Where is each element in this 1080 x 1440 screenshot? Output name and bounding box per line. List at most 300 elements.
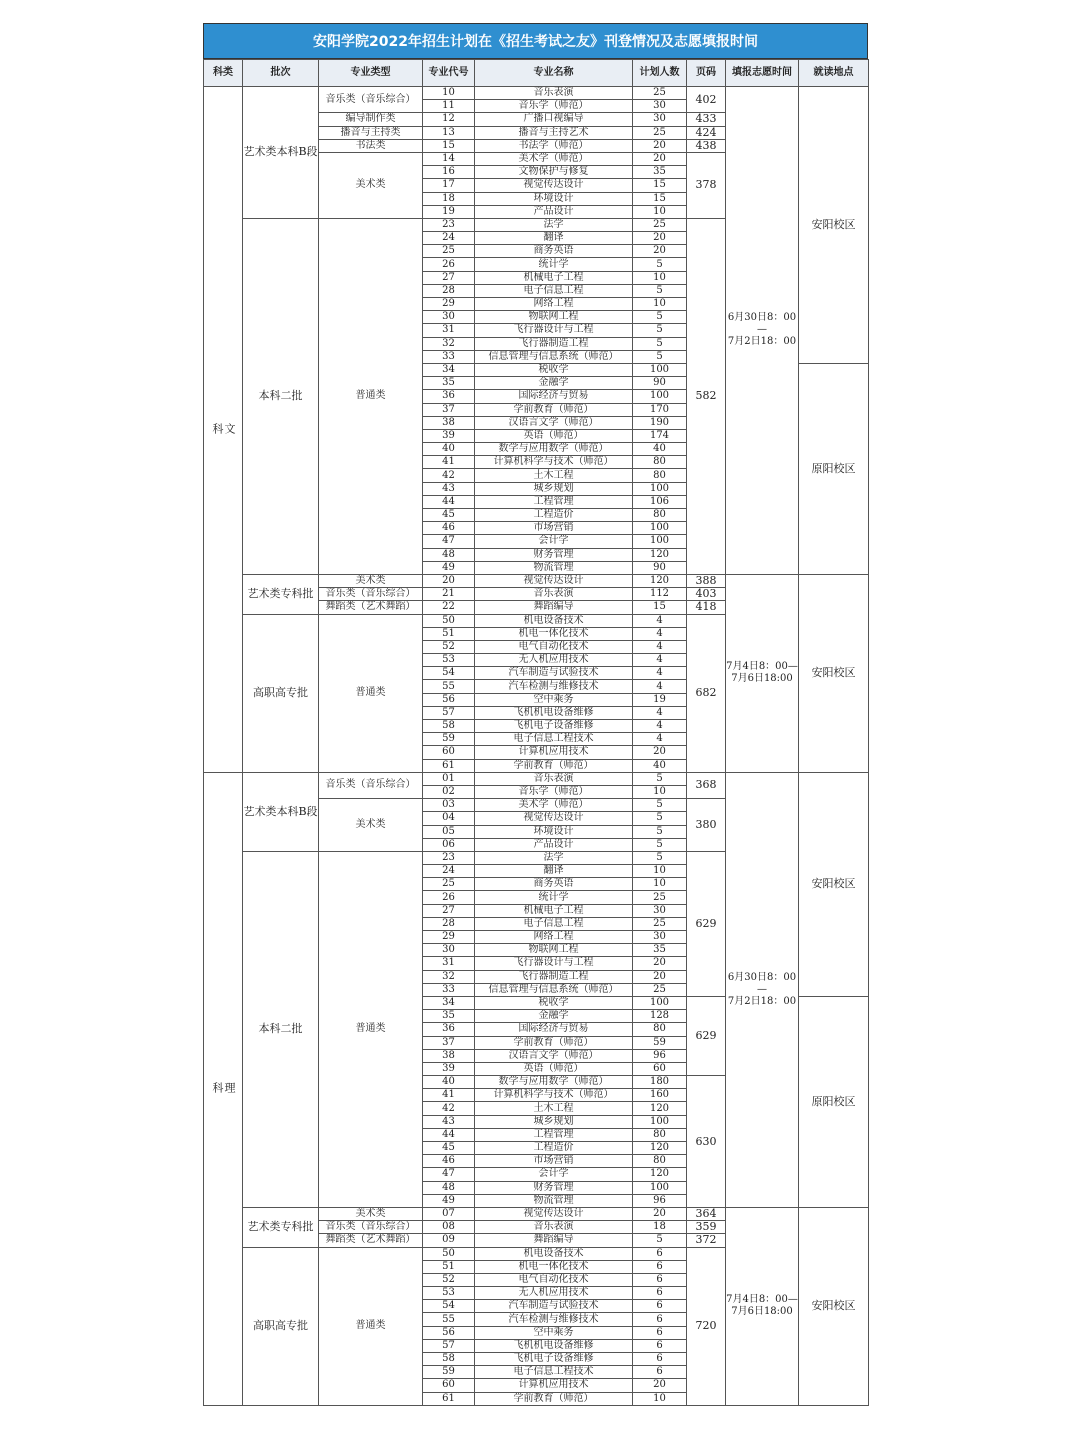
major-code-cell: 61 xyxy=(423,1392,475,1405)
campus-cell: 原阳校区 xyxy=(799,996,869,1207)
plan-count-cell: 25 xyxy=(633,917,687,930)
plan-count-cell: 59 xyxy=(633,1036,687,1049)
major-code-cell: 56 xyxy=(423,1326,475,1339)
page-number-cell: 629 xyxy=(687,851,726,996)
major-name-cell: 舞蹈编导 xyxy=(475,1234,633,1247)
major-code-cell: 41 xyxy=(423,456,475,469)
page-number-cell: 388 xyxy=(687,574,726,587)
application-time-cell: 7月4日8：00— 7月6日18:00 xyxy=(726,574,799,772)
page-number-cell: 582 xyxy=(687,218,726,574)
major-name-cell: 物流管理 xyxy=(475,1194,633,1207)
plan-count-cell: 180 xyxy=(633,1076,687,1089)
batch-cell: 本科二批 xyxy=(243,218,319,574)
major-name-cell: 视觉传达设计 xyxy=(475,179,633,192)
plan-count-cell: 5 xyxy=(633,772,687,785)
plan-count-cell: 20 xyxy=(633,746,687,759)
major-code-cell: 20 xyxy=(423,574,475,587)
plan-count-cell: 10 xyxy=(633,878,687,891)
major-type-cell: 普通类 xyxy=(319,851,423,1207)
plan-count-cell: 19 xyxy=(633,693,687,706)
plan-count-cell: 20 xyxy=(633,1379,687,1392)
major-type-cell: 美术类 xyxy=(319,799,423,852)
major-code-cell: 60 xyxy=(423,746,475,759)
major-code-cell: 43 xyxy=(423,482,475,495)
major-name-cell: 信息管理与信息系统（师范） xyxy=(475,350,633,363)
major-code-cell: 52 xyxy=(423,1273,475,1286)
major-type-cell: 美术类 xyxy=(319,152,423,218)
major-code-cell: 53 xyxy=(423,1287,475,1300)
major-name-cell: 音乐表演 xyxy=(475,87,633,100)
plan-count-cell: 170 xyxy=(633,403,687,416)
table-row xyxy=(204,87,869,100)
plan-count-cell: 4 xyxy=(633,654,687,667)
major-name-cell: 财务管理 xyxy=(475,1181,633,1194)
page-number-cell: 364 xyxy=(687,1207,726,1220)
major-name-cell: 飞行器制造工程 xyxy=(475,337,633,350)
major-name-cell: 电子信息工程 xyxy=(475,284,633,297)
major-code-cell: 57 xyxy=(423,706,475,719)
major-code-cell: 56 xyxy=(423,693,475,706)
major-code-cell: 01 xyxy=(423,772,475,785)
major-code-cell: 29 xyxy=(423,298,475,311)
plan-count-cell: 15 xyxy=(633,179,687,192)
major-code-cell: 27 xyxy=(423,271,475,284)
major-name-cell: 计算机科学与技术（师范） xyxy=(475,1089,633,1102)
major-code-cell: 16 xyxy=(423,166,475,179)
plan-count-cell: 112 xyxy=(633,588,687,601)
major-name-cell: 国际经济与贸易 xyxy=(475,390,633,403)
plan-count-cell: 190 xyxy=(633,416,687,429)
major-code-cell: 58 xyxy=(423,720,475,733)
plan-count-cell: 6 xyxy=(633,1326,687,1339)
plan-count-cell: 120 xyxy=(633,1102,687,1115)
plan-count-cell: 40 xyxy=(633,759,687,772)
plan-count-cell: 100 xyxy=(633,996,687,1009)
major-code-cell: 18 xyxy=(423,192,475,205)
major-name-cell: 视觉传达设计 xyxy=(475,574,633,587)
major-name-cell: 文物保护与修复 xyxy=(475,166,633,179)
major-name-cell: 会计学 xyxy=(475,1168,633,1181)
plan-count-cell: 90 xyxy=(633,561,687,574)
major-code-cell: 32 xyxy=(423,337,475,350)
major-code-cell: 45 xyxy=(423,509,475,522)
plan-count-cell: 80 xyxy=(633,469,687,482)
major-code-cell: 04 xyxy=(423,812,475,825)
major-code-cell: 33 xyxy=(423,350,475,363)
major-name-cell: 美术学（师范） xyxy=(475,152,633,165)
major-name-cell: 翻译 xyxy=(475,232,633,245)
plan-count-cell: 25 xyxy=(633,983,687,996)
major-code-cell: 39 xyxy=(423,429,475,442)
page-number-cell: 402 xyxy=(687,87,726,113)
major-name-cell: 金融学 xyxy=(475,1010,633,1023)
header-plan-count: 计划人数 xyxy=(633,60,687,87)
major-code-cell: 43 xyxy=(423,1115,475,1128)
major-code-cell: 25 xyxy=(423,878,475,891)
major-code-cell: 17 xyxy=(423,179,475,192)
enrollment-table xyxy=(203,59,869,1406)
major-code-cell: 28 xyxy=(423,917,475,930)
major-code-cell: 33 xyxy=(423,983,475,996)
major-name-cell: 翻译 xyxy=(475,865,633,878)
major-name-cell: 飞机机电设备维修 xyxy=(475,1339,633,1352)
major-name-cell: 学前教育（师范） xyxy=(475,1036,633,1049)
major-type-cell: 普通类 xyxy=(319,1247,423,1405)
plan-count-cell: 100 xyxy=(633,1181,687,1194)
header-application-time: 填报志愿时间 xyxy=(726,60,799,87)
major-name-cell: 舞蹈编导 xyxy=(475,601,633,614)
plan-count-cell: 4 xyxy=(633,733,687,746)
plan-count-cell: 128 xyxy=(633,1010,687,1023)
major-name-cell: 飞机电子设备维修 xyxy=(475,1353,633,1366)
major-code-cell: 21 xyxy=(423,588,475,601)
major-name-cell: 汽车检测与维修技术 xyxy=(475,680,633,693)
major-name-cell: 汽车制造与试验技术 xyxy=(475,667,633,680)
plan-count-cell: 30 xyxy=(633,931,687,944)
table-row xyxy=(204,772,869,785)
major-name-cell: 无人机应用技术 xyxy=(475,654,633,667)
major-code-cell: 45 xyxy=(423,1142,475,1155)
major-name-cell: 视觉传达设计 xyxy=(475,1207,633,1220)
major-type-cell: 音乐类（音乐综合） xyxy=(319,588,423,601)
major-name-cell: 工程造价 xyxy=(475,1142,633,1155)
plan-count-cell: 6 xyxy=(633,1300,687,1313)
major-code-cell: 61 xyxy=(423,759,475,772)
table-row xyxy=(204,1207,869,1220)
major-name-cell: 土木工程 xyxy=(475,469,633,482)
major-code-cell: 41 xyxy=(423,1089,475,1102)
major-code-cell: 48 xyxy=(423,548,475,561)
plan-count-cell: 80 xyxy=(633,1155,687,1168)
plan-count-cell: 106 xyxy=(633,495,687,508)
major-name-cell: 飞机机电设备维修 xyxy=(475,706,633,719)
major-name-cell: 飞行器设计与工程 xyxy=(475,957,633,970)
plan-count-cell: 96 xyxy=(633,1049,687,1062)
plan-count-cell: 10 xyxy=(633,1392,687,1405)
major-name-cell: 无人机应用技术 xyxy=(475,1287,633,1300)
major-code-cell: 23 xyxy=(423,851,475,864)
major-code-cell: 54 xyxy=(423,667,475,680)
major-name-cell: 网络工程 xyxy=(475,298,633,311)
major-code-cell: 12 xyxy=(423,113,475,126)
plan-count-cell: 20 xyxy=(633,1207,687,1220)
plan-count-cell: 10 xyxy=(633,865,687,878)
major-type-cell: 普通类 xyxy=(319,218,423,574)
plan-count-cell: 4 xyxy=(633,614,687,627)
major-name-cell: 财务管理 xyxy=(475,548,633,561)
major-name-cell: 会计学 xyxy=(475,535,633,548)
major-name-cell: 音乐学（师范） xyxy=(475,785,633,798)
plan-count-cell: 96 xyxy=(633,1194,687,1207)
major-code-cell: 44 xyxy=(423,1128,475,1141)
major-name-cell: 学前教育（师范） xyxy=(475,759,633,772)
plan-count-cell: 5 xyxy=(633,851,687,864)
plan-count-cell: 90 xyxy=(633,377,687,390)
application-time-cell: 6月30日8：00— 7月2日18：00 xyxy=(726,87,799,575)
major-code-cell: 32 xyxy=(423,970,475,983)
major-code-cell: 26 xyxy=(423,891,475,904)
major-name-cell: 广播口视编导 xyxy=(475,113,633,126)
major-name-cell: 法学 xyxy=(475,218,633,231)
table-row xyxy=(204,574,869,587)
plan-count-cell: 100 xyxy=(633,482,687,495)
major-code-cell: 23 xyxy=(423,218,475,231)
major-code-cell: 26 xyxy=(423,258,475,271)
plan-count-cell: 6 xyxy=(633,1366,687,1379)
plan-count-cell: 30 xyxy=(633,100,687,113)
major-name-cell: 市场营销 xyxy=(475,522,633,535)
application-time-cell: 6月30日8：00— 7月2日18：00 xyxy=(726,772,799,1207)
major-name-cell: 飞行器制造工程 xyxy=(475,970,633,983)
plan-count-cell: 35 xyxy=(633,944,687,957)
page-number-cell: 433 xyxy=(687,113,726,126)
major-code-cell: 24 xyxy=(423,232,475,245)
major-name-cell: 机械电子工程 xyxy=(475,271,633,284)
major-code-cell: 05 xyxy=(423,825,475,838)
major-type-cell: 播音与主持类 xyxy=(319,126,423,139)
major-code-cell: 06 xyxy=(423,838,475,851)
subject-cell: 文 科 xyxy=(204,87,243,773)
major-code-cell: 37 xyxy=(423,403,475,416)
plan-count-cell: 4 xyxy=(633,680,687,693)
major-code-cell: 50 xyxy=(423,614,475,627)
plan-count-cell: 20 xyxy=(633,139,687,152)
major-code-cell: 27 xyxy=(423,904,475,917)
major-name-cell: 电子信息工程 xyxy=(475,917,633,930)
major-name-cell: 音乐表演 xyxy=(475,588,633,601)
major-name-cell: 物流管理 xyxy=(475,561,633,574)
plan-count-cell: 10 xyxy=(633,785,687,798)
major-name-cell: 机械电子工程 xyxy=(475,904,633,917)
major-code-cell: 08 xyxy=(423,1221,475,1234)
major-name-cell: 美术学（师范） xyxy=(475,799,633,812)
major-code-cell: 59 xyxy=(423,1366,475,1379)
campus-cell: 安阳校区 xyxy=(799,87,869,364)
plan-count-cell: 30 xyxy=(633,113,687,126)
plan-count-cell: 5 xyxy=(633,825,687,838)
major-code-cell: 09 xyxy=(423,1234,475,1247)
major-type-cell: 书法类 xyxy=(319,139,423,152)
campus-cell: 安阳校区 xyxy=(799,574,869,772)
major-name-cell: 国际经济与贸易 xyxy=(475,1023,633,1036)
major-code-cell: 02 xyxy=(423,785,475,798)
plan-count-cell: 6 xyxy=(633,1273,687,1286)
major-name-cell: 音乐表演 xyxy=(475,772,633,785)
major-code-cell: 31 xyxy=(423,324,475,337)
major-code-cell: 50 xyxy=(423,1247,475,1260)
major-code-cell: 22 xyxy=(423,601,475,614)
major-code-cell: 54 xyxy=(423,1300,475,1313)
major-code-cell: 47 xyxy=(423,535,475,548)
major-name-cell: 汽车制造与试验技术 xyxy=(475,1300,633,1313)
subject-cell: 理 科 xyxy=(204,772,243,1405)
application-time-cell: 7月4日8：00— 7月6日18:00 xyxy=(726,1207,799,1405)
major-code-cell: 30 xyxy=(423,944,475,957)
major-name-cell: 书法学（师范） xyxy=(475,139,633,152)
header-campus: 就读地点 xyxy=(799,60,869,87)
plan-count-cell: 80 xyxy=(633,456,687,469)
major-name-cell: 城乡规划 xyxy=(475,482,633,495)
major-type-cell: 美术类 xyxy=(319,1207,423,1220)
major-code-cell: 49 xyxy=(423,1194,475,1207)
major-name-cell: 环境设计 xyxy=(475,825,633,838)
major-code-cell: 40 xyxy=(423,443,475,456)
major-name-cell: 英语（师范） xyxy=(475,429,633,442)
major-name-cell: 机电设备技术 xyxy=(475,1247,633,1260)
page-number-cell: 403 xyxy=(687,588,726,601)
page-number-cell: 418 xyxy=(687,601,726,614)
plan-count-cell: 4 xyxy=(633,640,687,653)
plan-count-cell: 6 xyxy=(633,1247,687,1260)
plan-count-cell: 5 xyxy=(633,838,687,851)
major-name-cell: 飞机电子设备维修 xyxy=(475,720,633,733)
campus-cell: 安阳校区 xyxy=(799,772,869,996)
plan-count-cell: 5 xyxy=(633,799,687,812)
major-code-cell: 51 xyxy=(423,627,475,640)
plan-count-cell: 6 xyxy=(633,1287,687,1300)
plan-count-cell: 120 xyxy=(633,574,687,587)
header-batch: 批次 xyxy=(243,60,319,87)
page-number-cell: 359 xyxy=(687,1221,726,1234)
plan-count-cell: 20 xyxy=(633,957,687,970)
plan-count-cell: 10 xyxy=(633,271,687,284)
page-number-cell: 682 xyxy=(687,614,726,772)
major-code-cell: 36 xyxy=(423,1023,475,1036)
major-name-cell: 电子信息工程技术 xyxy=(475,1366,633,1379)
plan-count-cell: 4 xyxy=(633,627,687,640)
plan-count-cell: 100 xyxy=(633,522,687,535)
major-type-cell: 音乐类（音乐综合） xyxy=(319,87,423,113)
major-type-cell: 普通类 xyxy=(319,614,423,772)
plan-count-cell: 5 xyxy=(633,311,687,324)
major-name-cell: 英语（师范） xyxy=(475,1062,633,1075)
page-number-cell: 380 xyxy=(687,799,726,852)
plan-count-cell: 120 xyxy=(633,548,687,561)
plan-count-cell: 18 xyxy=(633,1221,687,1234)
major-code-cell: 29 xyxy=(423,931,475,944)
plan-count-cell: 10 xyxy=(633,298,687,311)
major-code-cell: 39 xyxy=(423,1062,475,1075)
major-code-cell: 53 xyxy=(423,654,475,667)
major-name-cell: 学前教育（师范） xyxy=(475,1392,633,1405)
major-name-cell: 工程管理 xyxy=(475,1128,633,1141)
major-name-cell: 空中乘务 xyxy=(475,693,633,706)
batch-cell: 艺术类本科B段 xyxy=(243,772,319,851)
major-code-cell: 60 xyxy=(423,1379,475,1392)
major-name-cell: 视觉传达设计 xyxy=(475,812,633,825)
major-code-cell: 31 xyxy=(423,957,475,970)
major-name-cell: 计算机应用技术 xyxy=(475,1379,633,1392)
major-name-cell: 机电一体化技术 xyxy=(475,627,633,640)
plan-count-cell: 5 xyxy=(633,1234,687,1247)
plan-count-cell: 100 xyxy=(633,535,687,548)
major-code-cell: 38 xyxy=(423,416,475,429)
major-name-cell: 法学 xyxy=(475,851,633,864)
major-code-cell: 37 xyxy=(423,1036,475,1049)
major-code-cell: 51 xyxy=(423,1260,475,1273)
major-code-cell: 40 xyxy=(423,1076,475,1089)
major-code-cell: 11 xyxy=(423,100,475,113)
batch-cell: 艺术类本科B段 xyxy=(243,87,319,219)
major-code-cell: 52 xyxy=(423,640,475,653)
major-name-cell: 工程造价 xyxy=(475,509,633,522)
major-code-cell: 35 xyxy=(423,1010,475,1023)
header-major-code: 专业代号 xyxy=(423,60,475,87)
major-name-cell: 统计学 xyxy=(475,258,633,271)
major-code-cell: 07 xyxy=(423,1207,475,1220)
major-code-cell: 25 xyxy=(423,245,475,258)
major-code-cell: 55 xyxy=(423,680,475,693)
major-name-cell: 机电一体化技术 xyxy=(475,1260,633,1273)
plan-count-cell: 5 xyxy=(633,324,687,337)
major-name-cell: 音乐表演 xyxy=(475,1221,633,1234)
major-name-cell: 环境设计 xyxy=(475,192,633,205)
plan-count-cell: 80 xyxy=(633,1128,687,1141)
major-name-cell: 金融学 xyxy=(475,377,633,390)
major-code-cell: 28 xyxy=(423,284,475,297)
major-name-cell: 计算机科学与技术（师范） xyxy=(475,456,633,469)
batch-cell: 本科二批 xyxy=(243,851,319,1207)
plan-count-cell: 25 xyxy=(633,126,687,139)
plan-count-cell: 15 xyxy=(633,192,687,205)
major-code-cell: 49 xyxy=(423,561,475,574)
major-code-cell: 47 xyxy=(423,1168,475,1181)
plan-count-cell: 10 xyxy=(633,205,687,218)
plan-count-cell: 80 xyxy=(633,1023,687,1036)
major-name-cell: 税收学 xyxy=(475,996,633,1009)
plan-count-cell: 25 xyxy=(633,218,687,231)
plan-count-cell: 100 xyxy=(633,390,687,403)
page-number-cell: 630 xyxy=(687,1076,726,1208)
major-code-cell: 42 xyxy=(423,469,475,482)
major-name-cell: 数学与应用数学（师范） xyxy=(475,1076,633,1089)
major-name-cell: 汉语言文学（师范） xyxy=(475,1049,633,1062)
plan-count-cell: 6 xyxy=(633,1339,687,1352)
plan-count-cell: 5 xyxy=(633,812,687,825)
major-code-cell: 24 xyxy=(423,865,475,878)
major-code-cell: 14 xyxy=(423,152,475,165)
plan-count-cell: 40 xyxy=(633,443,687,456)
major-code-cell: 19 xyxy=(423,205,475,218)
page-number-cell: 629 xyxy=(687,996,726,1075)
plan-count-cell: 100 xyxy=(633,363,687,376)
batch-cell: 高职高专批 xyxy=(243,614,319,772)
major-name-cell: 数学与应用数学（师范） xyxy=(475,443,633,456)
plan-count-cell: 6 xyxy=(633,1260,687,1273)
major-name-cell: 电气自动化技术 xyxy=(475,640,633,653)
major-name-cell: 电气自动化技术 xyxy=(475,1273,633,1286)
major-name-cell: 工程管理 xyxy=(475,495,633,508)
major-name-cell: 学前教育（师范） xyxy=(475,403,633,416)
major-name-cell: 统计学 xyxy=(475,891,633,904)
plan-count-cell: 20 xyxy=(633,152,687,165)
plan-count-cell: 4 xyxy=(633,667,687,680)
major-name-cell: 网络工程 xyxy=(475,931,633,944)
major-code-cell: 48 xyxy=(423,1181,475,1194)
document-title: 安阳学院2022年招生计划在《招生考试之友》刊登情况及志愿填报时间 xyxy=(203,23,868,59)
plan-count-cell: 120 xyxy=(633,1142,687,1155)
major-name-cell: 机电设备技术 xyxy=(475,614,633,627)
major-type-cell: 编导制作类 xyxy=(319,113,423,126)
plan-count-cell: 5 xyxy=(633,258,687,271)
batch-cell: 艺术类专科批 xyxy=(243,574,319,614)
major-code-cell: 42 xyxy=(423,1102,475,1115)
batch-cell: 高职高专批 xyxy=(243,1247,319,1405)
plan-count-cell: 174 xyxy=(633,429,687,442)
major-name-cell: 汉语言文学（师范） xyxy=(475,416,633,429)
major-name-cell: 市场营销 xyxy=(475,1155,633,1168)
plan-count-cell: 120 xyxy=(633,1168,687,1181)
